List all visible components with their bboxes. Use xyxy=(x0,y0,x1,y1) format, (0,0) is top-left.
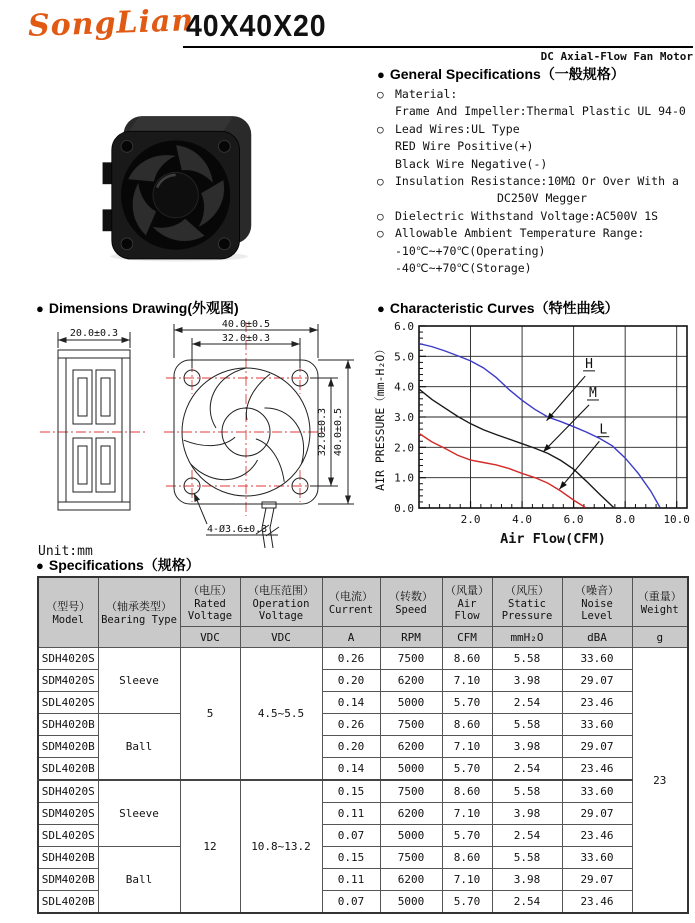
x-tick-label: 4.0 xyxy=(512,513,533,526)
annotation-arrow-line xyxy=(547,376,586,421)
curves-heading: ● Characteristic Curves（特性曲线） xyxy=(377,300,619,316)
spec-table xyxy=(37,576,689,914)
current-cell: 0.20 xyxy=(322,736,380,758)
fan-photo xyxy=(95,100,263,265)
fan-side-slot xyxy=(103,162,113,184)
spec-item xyxy=(377,86,695,103)
airflow-cell: 8.60 xyxy=(442,847,492,869)
col-header-en: Bearing Type xyxy=(101,614,177,626)
col-header-en: Model xyxy=(52,614,85,626)
x-tick-label: 6.0 xyxy=(563,513,584,526)
unit-header: VDC xyxy=(240,627,322,648)
y-tick-label: 1.0 xyxy=(394,471,414,485)
current-cell: 0.14 xyxy=(322,758,380,781)
spec-item-text: Lead Wires:UL Type xyxy=(395,121,520,136)
noise-cell: 23.46 xyxy=(562,758,632,781)
fan-top-face xyxy=(129,117,233,132)
spec-item-text: -40℃~+70℃(Storage) xyxy=(395,261,532,276)
item-bullet-icon: ○ xyxy=(377,175,384,189)
curve-label-M: M xyxy=(589,385,597,401)
current-cell: 0.11 xyxy=(322,803,380,825)
airflow-cell: 7.10 xyxy=(442,736,492,758)
dim-depth: 20.0±0.3 xyxy=(69,328,119,339)
airflow-cell: 8.60 xyxy=(442,648,492,670)
spec-item xyxy=(377,121,695,138)
noise-cell: 29.07 xyxy=(562,869,632,891)
x-tick-label: 10.0 xyxy=(663,513,690,526)
pressure-cell: 5.58 xyxy=(492,648,562,670)
y-tick-label: 6.0 xyxy=(394,320,414,333)
item-bullet-spacer xyxy=(377,260,395,277)
col-header-en: Weight xyxy=(640,603,679,616)
col-header-static-pressure xyxy=(492,577,562,627)
noise-cell: 23.46 xyxy=(562,825,632,847)
col-header-cn: （重量） xyxy=(637,589,682,603)
bearing-cell: Sleeve xyxy=(98,648,180,714)
unit-header: CFM xyxy=(442,627,492,648)
x-axis-title: Air Flow(CFM) xyxy=(500,531,606,547)
spec-item-text: DC250V Megger xyxy=(497,191,588,206)
unit-header: A xyxy=(322,627,380,648)
product-subtitle: DC Axial-Flow Fan Motor xyxy=(540,50,693,63)
col-header-en: Rated Voltage xyxy=(187,597,233,622)
dimension-labels xyxy=(70,319,344,535)
model-cell: SDL4020B xyxy=(38,891,98,914)
spec-item-text: Allowable Ambient Temperature Range: xyxy=(395,226,645,241)
noise-cell: 23.46 xyxy=(562,692,632,714)
spec-item-text: Material: xyxy=(395,87,458,101)
current-cell: 0.07 xyxy=(322,825,380,847)
speed-cell: 7500 xyxy=(380,847,442,869)
pressure-cell: 3.98 xyxy=(492,803,562,825)
model-cell: SDH4020B xyxy=(38,847,98,869)
spec-item xyxy=(377,260,695,277)
spec-item-text: Black Wire Negative(-) xyxy=(395,156,548,171)
col-header-en: Air Flow xyxy=(454,597,480,622)
noise-cell: 29.07 xyxy=(562,736,632,758)
col-header-cn: （电流） xyxy=(329,589,373,603)
section-bullet-icon: ● xyxy=(36,558,44,573)
side-view xyxy=(58,332,130,510)
speed-cell: 5000 xyxy=(380,692,442,714)
speed-cell: 7500 xyxy=(380,780,442,803)
speed-cell: 6200 xyxy=(380,670,442,692)
airflow-cell: 8.60 xyxy=(442,780,492,803)
pressure-cell: 3.98 xyxy=(492,736,562,758)
spec-table-body xyxy=(38,648,688,914)
col-header-speed xyxy=(380,577,442,627)
spec-table-header xyxy=(38,577,688,648)
airflow-cell: 7.10 xyxy=(442,803,492,825)
unit-header: mmH₂O xyxy=(492,627,562,648)
y-axis-title: AIR PRESSURE（mm-H₂O） xyxy=(373,343,387,491)
specifications-heading: ● Specifications（规格） xyxy=(36,557,200,573)
noise-cell: 33.60 xyxy=(562,648,632,670)
model-cell: SDH4020B xyxy=(38,714,98,736)
section-bullet-icon: ● xyxy=(36,301,44,316)
current-cell: 0.15 xyxy=(322,780,380,803)
curve-L xyxy=(419,433,585,507)
airflow-cell: 5.70 xyxy=(442,891,492,914)
speed-cell: 5000 xyxy=(380,825,442,847)
col-header-operation-voltage xyxy=(240,577,322,627)
table-row xyxy=(38,648,688,670)
airflow-cell: 8.60 xyxy=(442,714,492,736)
model-cell: SDM4020S xyxy=(38,803,98,825)
spec-item-text: Dielectric Withstand Voltage:AC500V 1S xyxy=(395,208,659,223)
speed-cell: 5000 xyxy=(380,758,442,781)
spec-item xyxy=(377,173,695,190)
item-bullet-spacer xyxy=(377,138,395,155)
bearing-cell: Sleeve xyxy=(98,780,180,847)
item-bullet-spacer xyxy=(377,156,395,173)
annotation-arrow-line xyxy=(543,405,589,452)
spec-item-text: Frame And Impeller:Thermal Plastic UL 94-0 xyxy=(395,104,686,119)
characteristic-chart xyxy=(371,314,693,549)
model-cell: SDM4020B xyxy=(38,736,98,758)
col-header-cn: （轴承类型） xyxy=(106,600,172,613)
x-tick-label: 8.0 xyxy=(615,513,636,526)
col-header-air-flow xyxy=(442,577,492,627)
curve-label-L: L xyxy=(599,422,608,438)
table-row xyxy=(38,847,688,869)
noise-cell: 33.60 xyxy=(562,714,632,736)
chart-plot-area xyxy=(394,320,690,526)
item-bullet-icon: ○ xyxy=(377,209,384,223)
speed-cell: 7500 xyxy=(380,648,442,670)
model-cell: SDL4020S xyxy=(38,825,98,847)
weight-cell: 23 xyxy=(632,648,688,914)
item-bullet-spacer xyxy=(377,190,395,207)
item-bullet-icon: ○ xyxy=(377,122,384,136)
spec-item xyxy=(377,190,695,207)
col-header-bearing-type xyxy=(98,577,180,648)
col-header-weight xyxy=(632,577,688,627)
model-cell: SDH4020S xyxy=(38,648,98,670)
col-header-en: Static Pressure xyxy=(501,597,553,622)
y-tick-label: 5.0 xyxy=(394,350,414,364)
col-header-current xyxy=(322,577,380,627)
spec-item xyxy=(377,225,695,242)
noise-cell: 23.46 xyxy=(562,891,632,914)
airflow-cell: 7.10 xyxy=(442,869,492,891)
speed-cell: 6200 xyxy=(380,803,442,825)
curve-label-H: H xyxy=(585,356,593,372)
col-header-model xyxy=(38,577,98,648)
curve-H xyxy=(419,344,660,508)
voltage-cell: 5 xyxy=(180,648,240,781)
speed-cell: 6200 xyxy=(380,869,442,891)
pressure-cell: 2.54 xyxy=(492,891,562,914)
annotation-arrow-line xyxy=(559,441,599,489)
col-header-en: Noise Level xyxy=(581,597,613,622)
unit-header: g xyxy=(632,627,688,648)
current-cell: 0.14 xyxy=(322,692,380,714)
col-header-en: Current xyxy=(328,603,374,616)
col-header-en: Speed xyxy=(395,603,427,616)
current-cell: 0.26 xyxy=(322,714,380,736)
spec-item xyxy=(377,156,695,173)
unit-header: VDC xyxy=(180,627,240,648)
table-row xyxy=(38,780,688,803)
dim-width: 40.0±0.5 xyxy=(221,319,271,330)
unit-header: dBA xyxy=(562,627,632,648)
speed-cell: 6200 xyxy=(380,736,442,758)
current-cell: 0.11 xyxy=(322,869,380,891)
col-header-cn: （转数） xyxy=(389,589,433,603)
noise-cell: 29.07 xyxy=(562,803,632,825)
model-cell: SDM4020B xyxy=(38,869,98,891)
current-cell: 0.07 xyxy=(322,891,380,914)
pressure-cell: 5.58 xyxy=(492,780,562,803)
general-spec-list xyxy=(377,86,695,277)
col-header-cn: （噪音） xyxy=(575,583,619,597)
dim-hole-span-h: 32.0±0.3 xyxy=(221,333,271,344)
fan-side-slot xyxy=(103,209,113,231)
spec-item xyxy=(377,243,695,260)
y-tick-label: 0.0 xyxy=(394,502,414,515)
voltage-range-cell: 10.8~13.2 xyxy=(240,780,322,913)
item-bullet-icon: ○ xyxy=(377,88,384,101)
pressure-cell: 5.58 xyxy=(492,714,562,736)
brand-logo: SongLian xyxy=(27,3,195,44)
airflow-cell: 5.70 xyxy=(442,825,492,847)
bearing-cell: Ball xyxy=(98,847,180,914)
section-bullet-icon: ● xyxy=(377,67,385,82)
current-cell: 0.20 xyxy=(322,670,380,692)
unit-note: Unit:mm xyxy=(38,544,93,559)
dimensions-heading: ● Dimensions Drawing(外观图) xyxy=(36,300,239,316)
voltage-range-cell: 4.5~5.5 xyxy=(240,648,322,781)
spec-item-text: -10℃~+70℃(Operating) xyxy=(395,243,546,258)
y-tick-label: 2.0 xyxy=(394,441,414,455)
model-cell: SDH4020S xyxy=(38,780,98,803)
pressure-cell: 2.54 xyxy=(492,825,562,847)
speed-cell: 7500 xyxy=(380,714,442,736)
model-cell: SDL4020S xyxy=(38,692,98,714)
col-header-cn: （型号） xyxy=(46,600,91,613)
noise-cell: 33.60 xyxy=(562,780,632,803)
col-header-cn: （电压） xyxy=(188,583,232,597)
col-header-en: Operation Voltage xyxy=(252,597,310,622)
spec-item-text: Insulation Resistance:10MΩ Or Over With a xyxy=(395,174,679,189)
current-cell: 0.26 xyxy=(322,648,380,670)
airflow-cell: 5.70 xyxy=(442,758,492,781)
table-row xyxy=(38,714,688,736)
noise-cell: 29.07 xyxy=(562,670,632,692)
col-header-cn: （电压范围） xyxy=(248,583,314,597)
general-specs-heading: ● General Specifications（一般规格） xyxy=(377,66,625,82)
item-bullet-spacer xyxy=(377,243,395,260)
bearing-cell: Ball xyxy=(98,714,180,781)
dim-hole-span-v: 32.0±0.3 xyxy=(317,407,328,457)
model-cell: SDL4020B xyxy=(38,758,98,781)
title-rule xyxy=(183,46,693,48)
item-bullet-icon: ○ xyxy=(377,227,384,241)
pressure-cell: 3.98 xyxy=(492,869,562,891)
col-header-cn: （风量） xyxy=(445,583,489,597)
unit-header: RPM xyxy=(380,627,442,648)
section-bullet-icon: ● xyxy=(377,301,385,316)
spec-item-text: RED Wire Positive(+) xyxy=(395,139,534,154)
noise-cell: 33.60 xyxy=(562,847,632,869)
page-title: 40X40X20 xyxy=(186,8,327,43)
pressure-cell: 2.54 xyxy=(492,692,562,714)
dimensions-drawing xyxy=(26,316,364,551)
fan-hub xyxy=(153,172,198,217)
pressure-cell: 2.54 xyxy=(492,758,562,781)
spec-item xyxy=(377,138,695,155)
airflow-cell: 7.10 xyxy=(442,670,492,692)
current-cell: 0.15 xyxy=(322,847,380,869)
x-tick-label: 2.0 xyxy=(460,513,481,526)
y-tick-label: 4.0 xyxy=(394,380,414,394)
speed-cell: 5000 xyxy=(380,891,442,914)
pressure-cell: 3.98 xyxy=(492,670,562,692)
spec-item xyxy=(377,208,695,225)
col-header-rated-voltage xyxy=(180,577,240,627)
col-header-cn: （风压） xyxy=(505,583,549,597)
pressure-cell: 5.58 xyxy=(492,847,562,869)
item-bullet-spacer xyxy=(377,103,395,120)
model-cell: SDM4020S xyxy=(38,670,98,692)
airflow-cell: 5.70 xyxy=(442,692,492,714)
spec-item xyxy=(377,103,695,120)
dim-holes: 4-Ø3.6±0.3 xyxy=(207,524,268,535)
dim-height: 40.0±0.5 xyxy=(333,407,344,457)
y-tick-label: 3.0 xyxy=(394,411,414,424)
voltage-cell: 12 xyxy=(180,780,240,913)
col-header-noise-level xyxy=(562,577,632,627)
curve-M xyxy=(419,389,614,507)
